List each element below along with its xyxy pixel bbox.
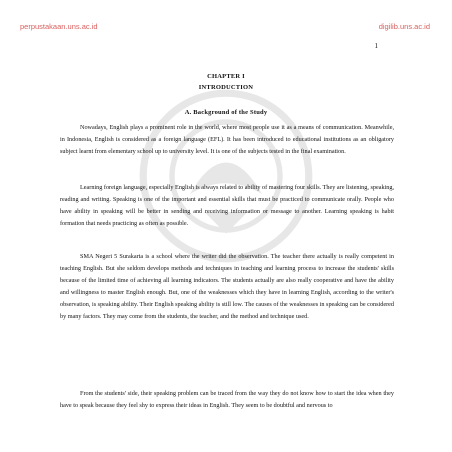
- paragraph-2-text: Learning foreign language, especially English is always related to ability of mastering four skills. They are listening, speaking, reading and writing. Speaking is one of the important and essential skills that must be practiced to communicate orally. People who have ability in speaking will be better in sending and receiving information or message to another. Learning speaking is habit formation that needs practicing as often as possible.: [60, 184, 394, 227]
- section-heading: A. Background of the Study: [184, 109, 268, 116]
- page-number: 1: [374, 42, 378, 50]
- paragraph-2: [60, 182, 394, 230]
- paragraph-4-text: From the students' side, their speaking problem can be traced from the way they do not know how to start the idea when they have to speak because they feel shy to express their ideas in English. They seem to be doubtful and nervous to: [60, 390, 394, 409]
- chapter-label: CHAPTER I: [207, 73, 245, 80]
- header-right-link[interactable]: digilib.uns.ac.id: [378, 22, 430, 31]
- paragraph-3-text: SMA Negeri 5 Surakarta is a school where the writer did the observation. The teacher there actually is really competent in teaching English. But she seldom develops methods and techniques in teaching and learning process to increase the students' skills because of the limited time of achieving all learning indicators. The students actually are also really cooperative and have the ability and willingness to master English enough. But, one of the weaknesses which they have in learning English, according to the writer's observation, is speaking ability. Their English speaking ability is still low. The causes of the weaknesses in speaking can be considered by many factors. They may come from the students, the teacher, and the method and technique used.: [60, 253, 394, 320]
- header-left-link[interactable]: perpustakaan.uns.ac.id: [20, 22, 98, 31]
- paragraph-1-text: Nowadays, English plays a prominent role in the world, where most people use it as a means of communication. Meanwhile, in Indonesia, English is considered as a foreign language (EFL). It has been introduced to educational institutions as an obligatory subject learnt from elementary school up to university level. It is one of the subjects tested in the final examination.: [60, 124, 394, 155]
- paragraph-1: [60, 122, 394, 158]
- chapter-title: INTRODUCTION: [198, 84, 254, 91]
- paragraph-3: [60, 251, 394, 323]
- paragraph-4: [60, 388, 394, 412]
